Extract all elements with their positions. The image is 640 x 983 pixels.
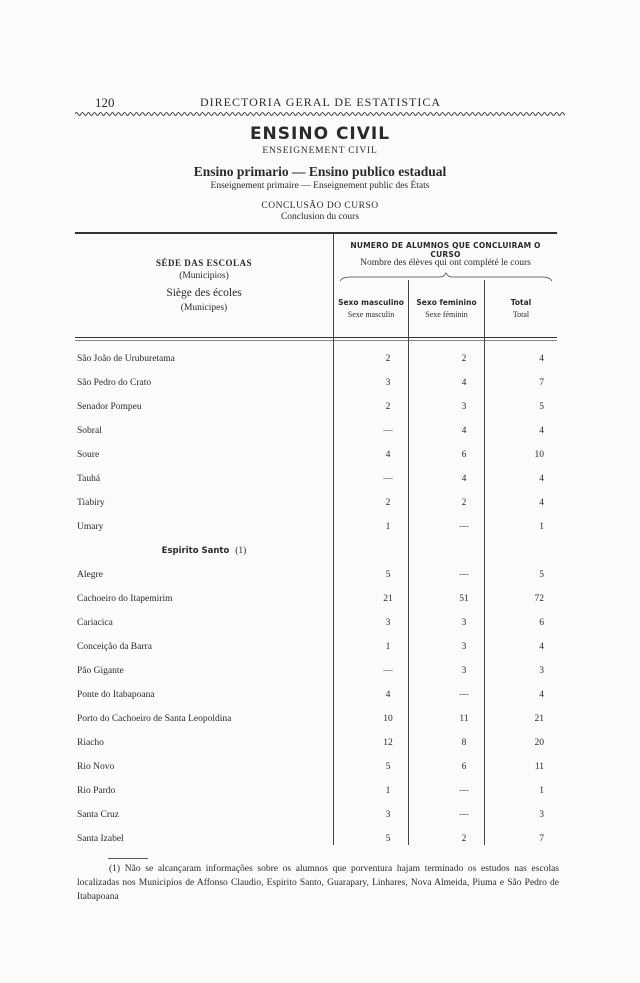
municipio-cell: Riacho	[77, 738, 104, 748]
municipio-cell: Rio Novo	[77, 762, 115, 772]
masc-cell: 5	[385, 834, 391, 844]
masc-cell: 1	[385, 522, 391, 532]
masc-cell: 2	[385, 498, 391, 508]
table-row	[0, 642, 640, 658]
table-row	[0, 378, 640, 394]
municipio-cell: Alegre	[77, 570, 103, 580]
table-row	[0, 834, 640, 850]
table-row	[0, 666, 640, 682]
table-row	[0, 594, 640, 610]
sede-subheader: (Municipios)	[179, 271, 229, 281]
masc-cell: —	[383, 474, 393, 484]
masc-cell: 1	[385, 786, 391, 796]
table-row	[0, 714, 640, 730]
section-title-fr: Conclusion du cours	[280, 212, 360, 222]
fem-cell: 2	[461, 498, 467, 508]
brace-rule	[340, 272, 552, 282]
fem-cell: 4	[461, 426, 467, 436]
fem-cell: 51	[459, 594, 469, 604]
municipio-cell: Rio Pardo	[77, 786, 116, 796]
total-cell: 4	[539, 642, 544, 652]
numero-header-fr: Nombre des élèves qui ont complété le cours	[360, 258, 531, 268]
sede-subheader-fr: (Municipes)	[180, 303, 228, 313]
fem-cell: 6	[461, 450, 467, 460]
col-masc-header: Sexo masculino	[338, 298, 404, 307]
section-row	[0, 546, 640, 562]
total-cell: 1	[539, 522, 544, 532]
section-name: Espirito Santo	[161, 546, 230, 556]
total-cell: 5	[539, 402, 544, 412]
total-cell: 10	[534, 450, 544, 460]
municipio-cell: São João de Uruburetama	[77, 354, 175, 364]
fem-cell: —	[459, 522, 469, 532]
fem-cell: 3	[461, 402, 467, 412]
municipio-cell: Santa Izabel	[77, 834, 124, 844]
municipio-cell: Cariacica	[77, 618, 113, 628]
masc-cell: 12	[383, 738, 393, 748]
municipio-cell: Santa Cruz	[77, 810, 119, 820]
subtitle-fr: Enseignement primaire — Enseignement public des États	[210, 181, 430, 191]
col-fem-header: Sexo feminino	[416, 298, 477, 307]
fem-cell: —	[459, 570, 469, 580]
municipio-cell: São Pedro do Crato	[77, 378, 152, 388]
sede-header: SÉDE DAS ESCOLAS	[155, 258, 253, 268]
fem-cell: 3	[461, 642, 467, 652]
col-total-header-fr: Total	[512, 310, 530, 319]
fem-cell: —	[459, 810, 469, 820]
total-cell: 6	[539, 618, 544, 628]
footnote-rule	[108, 858, 148, 859]
masc-cell: 5	[385, 762, 391, 772]
subtitle: Ensino primario — Ensino publico estadual	[193, 164, 447, 179]
table-row	[0, 522, 640, 538]
masc-cell: 1	[385, 642, 391, 652]
fem-cell: 8	[461, 738, 467, 748]
masc-cell: 2	[385, 402, 391, 412]
main-title: ENSINO CIVIL	[249, 124, 391, 144]
fem-cell: 2	[461, 834, 467, 844]
section-note: (1)	[235, 546, 247, 556]
fem-cell: 4	[461, 378, 467, 388]
table-row	[0, 474, 640, 490]
municipio-cell: Cachoeiro do Itapemirim	[77, 594, 173, 604]
table-top-rule	[75, 232, 557, 234]
table-row	[0, 738, 640, 754]
masc-cell: 5	[385, 570, 391, 580]
col-fem-header-fr: Sexe féminin	[425, 310, 468, 319]
main-title-fr: ENSEIGNEMENT CIVIL	[262, 146, 378, 156]
table-row	[0, 402, 640, 418]
masc-cell: 2	[385, 354, 391, 364]
fem-cell: 4	[461, 474, 467, 484]
table-row	[0, 762, 640, 778]
municipio-cell: Porto do Cachoeiro de Santa Leopoldina	[77, 714, 232, 724]
total-cell: 7	[539, 834, 544, 844]
fem-cell: 3	[461, 666, 467, 676]
table-row	[0, 810, 640, 826]
numero-header: NUMERO DE ALUMNOS QUE CONCLUIRAM O CURSO	[350, 241, 541, 259]
fem-cell: 11	[459, 714, 469, 724]
total-cell: 20	[534, 738, 544, 748]
sede-header-fr: Siège des écoles	[166, 287, 242, 299]
table-row	[0, 450, 640, 466]
total-cell: 5	[539, 570, 544, 580]
masc-cell: 4	[385, 690, 391, 700]
masc-cell: 3	[385, 810, 391, 820]
table-row	[0, 426, 640, 442]
fem-cell: —	[459, 690, 469, 700]
total-cell: 11	[534, 762, 544, 772]
table-row	[0, 786, 640, 802]
fem-cell: —	[459, 786, 469, 796]
table-row	[0, 498, 640, 514]
total-cell: 1	[539, 786, 544, 796]
municipio-cell: Conceição da Barra	[77, 642, 152, 652]
masc-cell: —	[383, 666, 393, 676]
table-row	[0, 690, 640, 706]
fem-cell: 6	[461, 762, 467, 772]
fem-cell: 2	[461, 354, 467, 364]
masc-cell: 10	[383, 714, 393, 724]
total-cell: 4	[539, 354, 544, 364]
total-cell: 3	[539, 810, 544, 820]
total-cell: 72	[534, 594, 544, 604]
footnote: (1) Não se alcançaram informações sobre os alumnos que porventura hajam terminado os estudos nas escolas localizadas nos Municipios de Affonso Claudio, Espirito Santo, Guarapary, Linhares, Nova Almeida, Piuma e São Pedro de Itabapoana	[77, 864, 559, 902]
total-cell: 21	[534, 714, 544, 724]
masc-cell: —	[383, 426, 393, 436]
table-row	[0, 570, 640, 586]
municipio-cell: Soure	[77, 450, 100, 460]
section-title: CONCLUSÃO DO CURSO	[261, 201, 379, 211]
fem-cell: 3	[461, 618, 467, 628]
municipio-cell: Umary	[77, 522, 104, 532]
municipio-cell: Pão Gigante	[77, 666, 124, 676]
municipio-cell: Sobral	[77, 426, 102, 436]
total-cell: 7	[539, 378, 544, 388]
municipio-cell: Tauhá	[77, 474, 101, 484]
wavy-rule	[75, 110, 565, 118]
masc-cell: 21	[383, 594, 393, 604]
municipio-cell: Senador Pompeu	[77, 402, 142, 412]
municipio-cell: Ponte do Itabapoana	[77, 690, 155, 700]
total-cell: 4	[539, 426, 544, 436]
total-cell: 4	[539, 474, 544, 484]
col-masc-header-fr: Sexe masculin	[347, 310, 395, 319]
total-cell: 4	[539, 690, 544, 700]
total-cell: 3	[539, 666, 544, 676]
total-cell: 4	[539, 498, 544, 508]
table-row	[0, 618, 640, 634]
masc-cell: 4	[385, 450, 391, 460]
masc-cell: 3	[385, 378, 391, 388]
table-row	[0, 354, 640, 370]
masc-cell: 3	[385, 618, 391, 628]
municipio-cell: Tiabiry	[77, 498, 105, 508]
running-title: DIRECTORIA GERAL DE ESTATISTICA	[200, 95, 442, 109]
page-number: 120	[95, 95, 115, 110]
section-label	[75, 546, 333, 556]
col-total-header: Total	[510, 298, 532, 307]
